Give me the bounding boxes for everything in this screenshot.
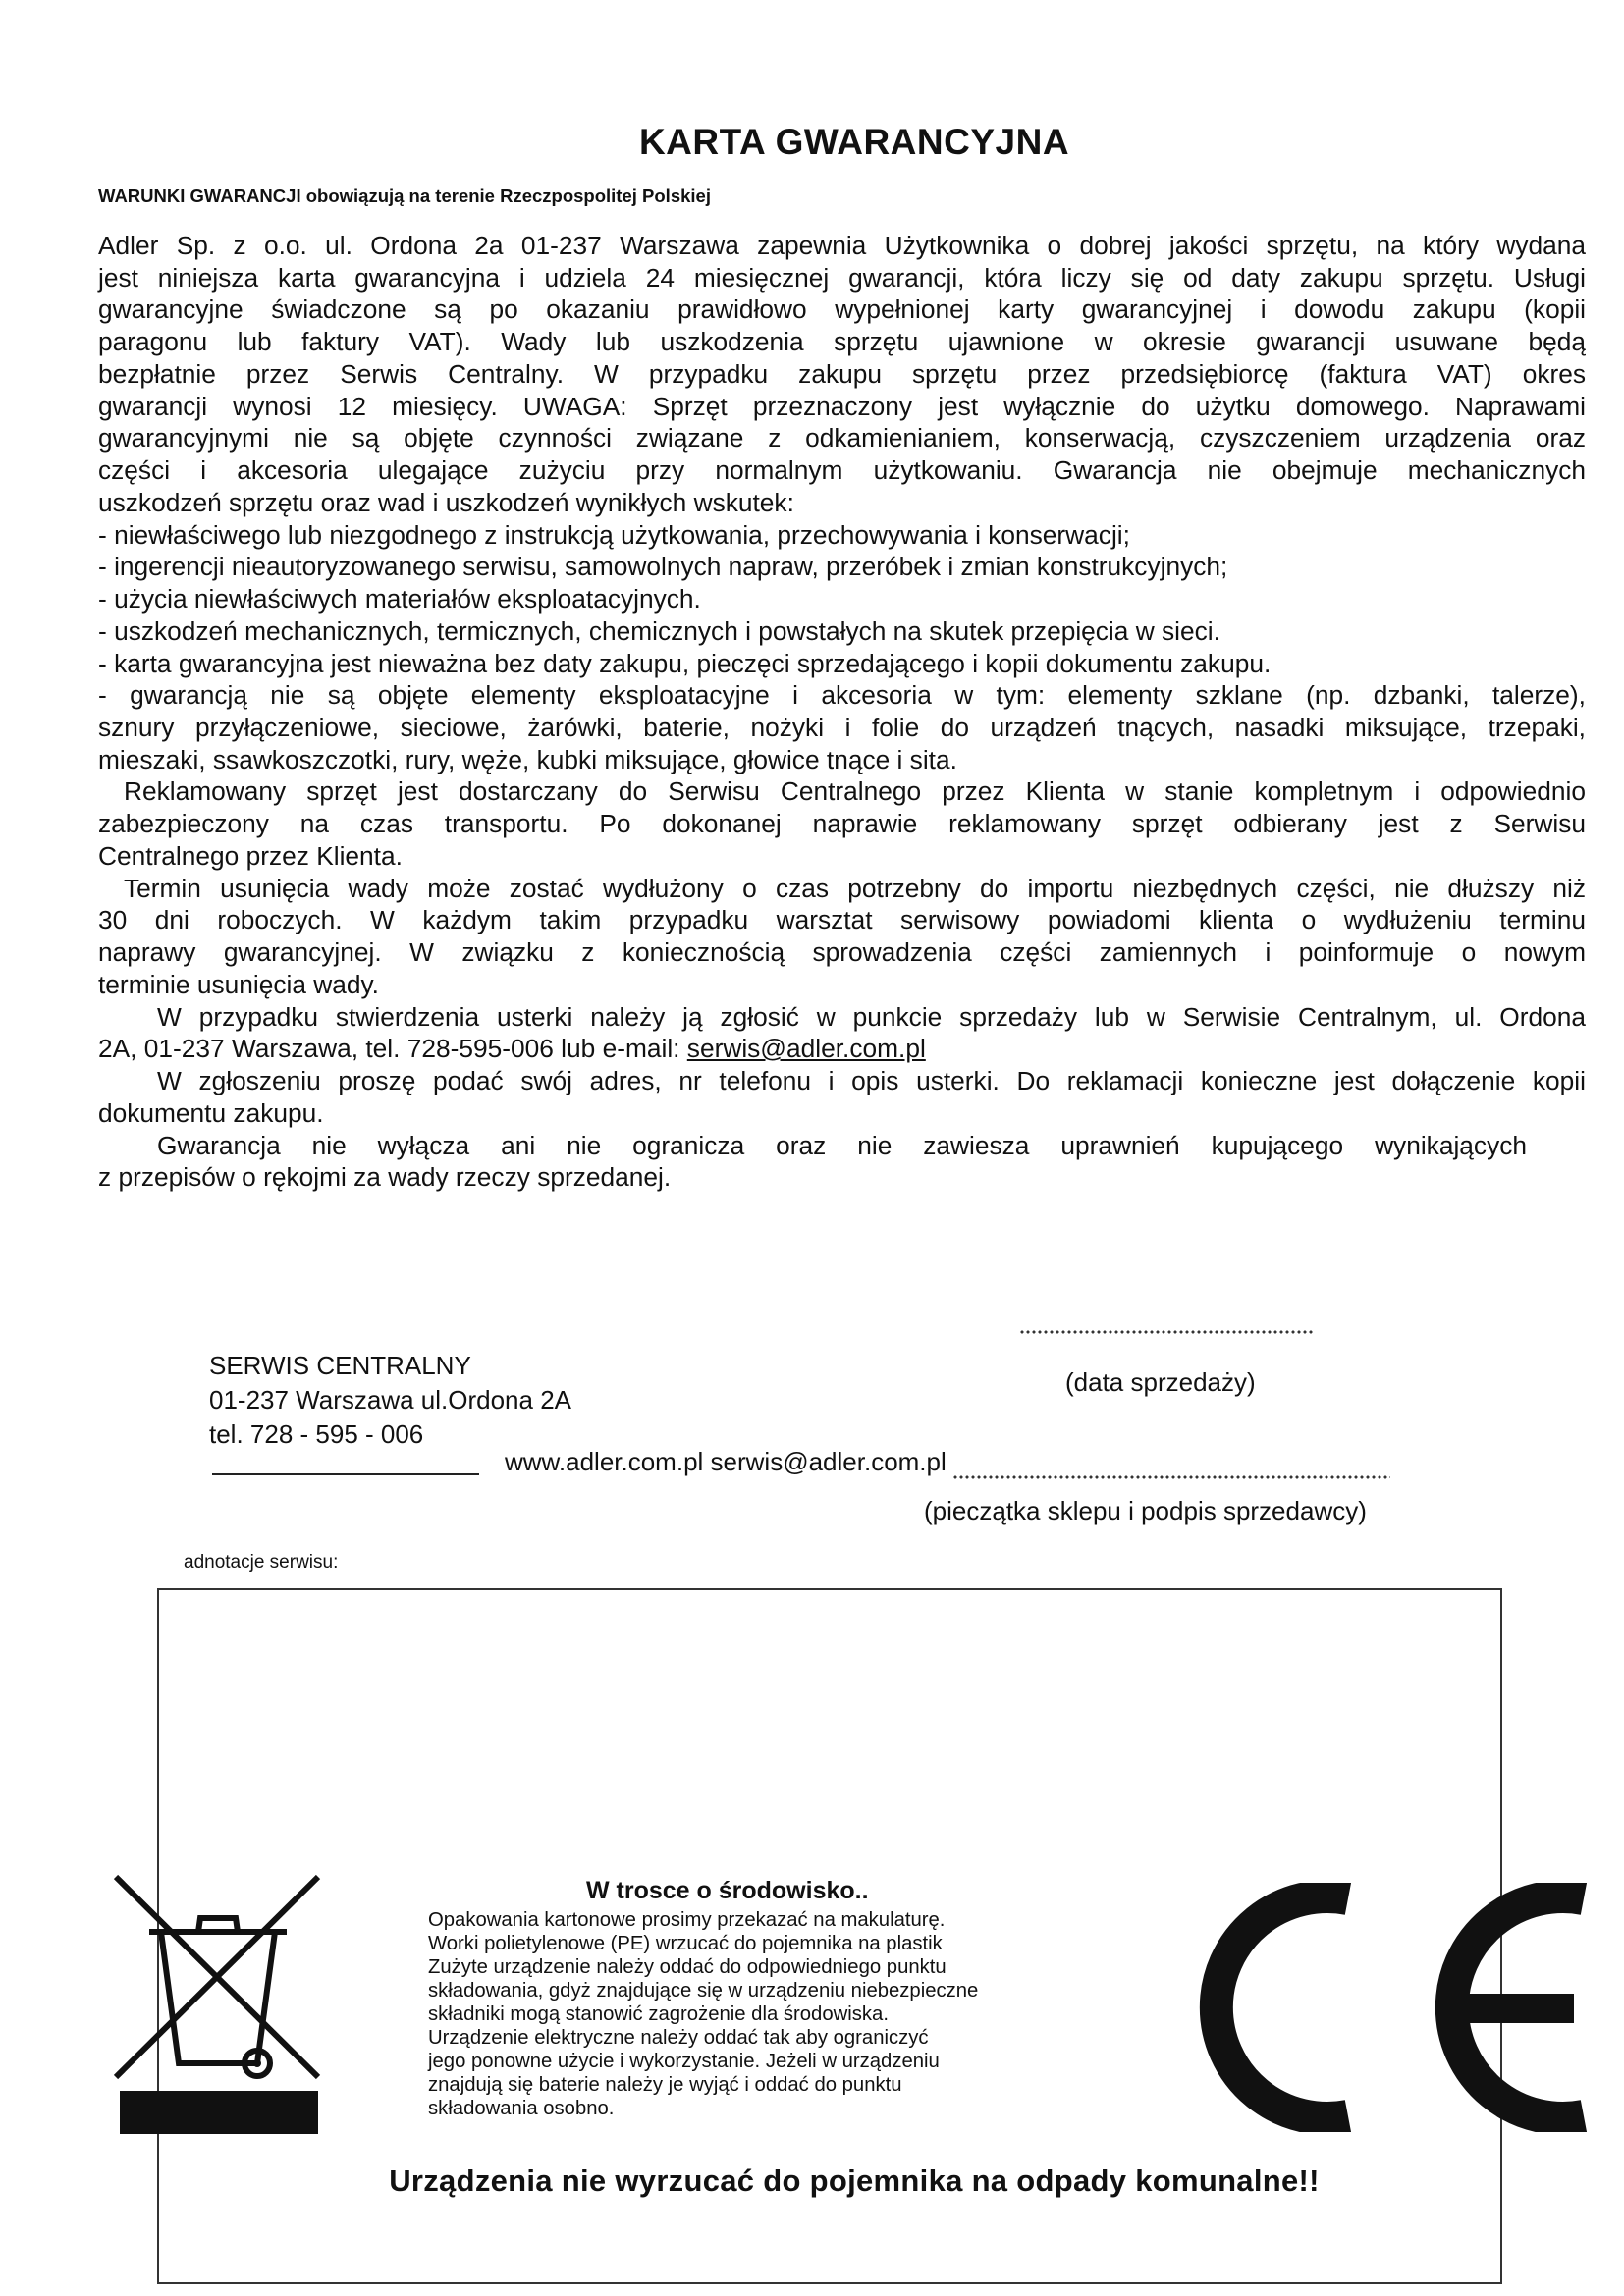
sale-date-dotted-line[interactable] <box>1019 1329 1314 1335</box>
intro-line: paragonu lub faktury VAT). Wady lub uszkodzenia sprzętu ujawnione w okresie gwarancji usuwane będą <box>98 327 1586 357</box>
claim-line-end: dokumentu zakupu. <box>98 1097 324 1128</box>
report-line: W przypadku stwierdzenia usterki należy ją zgłosić w punkcie sprzedaży lub w Serwisie Centralnym, ul. Ordona <box>157 1001 1586 1032</box>
stamp-dotted-line[interactable] <box>952 1474 1390 1480</box>
deadline-line: Termin usunięcia wady może zostać wydłużony o czas potrzebny do importu niezbędnych części, nie dłuższy niż <box>124 873 1586 903</box>
stamp-label: (pieczątka sklepu i podpis sprzedawcy) <box>924 1496 1367 1525</box>
delivery-paragraph <box>98 775 1586 872</box>
warranty-terms <box>98 230 1586 1194</box>
delivery-line: zabezpieczony na czas transportu. Po dokonanej naprawie reklamowany sprzęt odbierany jest z Serwisu <box>98 809 1586 839</box>
service-phone: tel. 728 - 595 - 006 <box>209 1419 424 1449</box>
intro-line: uszkodzeń sprzętu oraz wad i uszkodzeń wynikłych wskutek: <box>98 487 794 517</box>
report-line-contact <box>98 1033 1586 1065</box>
accessories-line: - gwarancją nie są objęte elementy eksploatacyjne i akcesoria w tym: elementy szklane (np. dzbanki, talerze), <box>98 680 1586 711</box>
environment-line: znajdują się baterie należy je wyjąć i oddać do punktu <box>428 2074 902 2096</box>
accessories-line: sznury przyłączeniowe, sieciowe, żarówki, baterie, nożyki i folie do urządzeń tnących, nasadki miksujące, trzepaki, <box>98 713 1586 743</box>
environment-line: Opakowania kartonowe prosimy przekazać na makulaturę. <box>428 1909 946 1931</box>
delivery-line: Centralnego przez Klienta. <box>98 840 403 871</box>
exclusion-list <box>98 519 1586 680</box>
exclusions-line: - ingerencji nieautoryzowanego serwisu, samowolnych napraw, przeróbek i zmian konstrukcyjnych; <box>98 552 1228 582</box>
signature-line <box>212 1473 479 1475</box>
weee-marking-bar <box>120 2091 318 2134</box>
intro-paragraph <box>98 230 1586 519</box>
environment-line: Urządzenie elektryczne należy oddać tak aby ograniczyć <box>428 2027 929 2049</box>
service-email-link[interactable]: serwis@adler.com.pl <box>686 1034 926 1064</box>
environment-line: jego ponowne użycie i wykorzystanie. Jeżeli w urządzeniu <box>428 2051 940 2072</box>
environment-text <box>428 1908 1106 2120</box>
exclusions-line: - niewłaściwego lub niezgodnego z instrukcją użytkowania, przechowywania i konserwacji; <box>98 519 1130 550</box>
service-name: SERWIS CENTRALNY <box>209 1351 471 1380</box>
environment-title: W trosce o środowisko.. <box>586 1877 869 1904</box>
intro-line: części i akcesoria ulegające zużyciu przy normalnym użytkowaniu. Gwarancja nie obejmuje mechanicznych <box>98 455 1586 486</box>
ce-mark-icon <box>1142 1883 1594 2132</box>
environment-line: składniki mogą stanowić zagrożenie dla środowiska. <box>428 2003 889 2025</box>
intro-line: gwarancyjnymi nie są objęte czynności związane z odkamienianiem, konserwacją, czyszczeniem urządzenia oraz <box>98 423 1586 454</box>
environment-line: składowania osobno. <box>428 2098 615 2119</box>
environment-line: Worki polietylenowe (PE) wrzucać do pojemnika na plastik <box>428 1933 943 1954</box>
rights-line: Gwarancja nie wyłącza ani nie ogranicza oraz nie zawiesza uprawnień kupującego wynikających <box>157 1130 1527 1160</box>
intro-line: jest niniejsza karta gwarancyjna i udziela 24 miesięcznej gwarancji, która liczy się od daty zakupu sprzętu. Usługi <box>98 262 1586 293</box>
deadline-line: 30 dni roboczych. W każdym takim przypadku warsztat serwisowy powiadomi klienta o wydłużeniu terminu <box>98 905 1586 935</box>
accessories-exclusion <box>98 679 1586 775</box>
intro-line: bezpłatnie przez Serwis Centralny. W przypadku zakupu sprzętu przez przedsiębiorcę (faktura VAT) okres <box>98 358 1586 389</box>
service-notes-label: adnotacje serwisu: <box>184 1552 339 1573</box>
page-title: KARTA GWARANCYJNA <box>638 122 1070 162</box>
environment-line: składowania, gdyż znajdujące się w urządzeniu niebezpieczne <box>428 1980 979 2002</box>
environment-line: Zużyte urządzenie należy oddać do odpowiedniego punktu <box>428 1956 947 1978</box>
disposal-warning: Urządzenia nie wyrzucać do pojemnika na odpady komunalne!! <box>389 2163 1320 2198</box>
warranty-conditions-subtitle: WARUNKI GWARANCJI obowiązują na terenie Rzeczpospolitej Polskiej <box>98 186 711 206</box>
accessories-line: mieszaki, ssawkoszczotki, rury, węże, kubki miksujące, głowice tnące i sita. <box>98 744 957 774</box>
deadline-paragraph <box>98 873 1586 1001</box>
exclusions-line: - uszkodzeń mechanicznych, termicznych, chemicznych i powstałych na skutek przepięcia w sieci. <box>98 615 1220 646</box>
intro-line: gwarancji wynosi 12 miesięcy. UWAGA: Sprzęt przeznaczony jest wyłącznie do użytku domowego. Naprawami <box>98 391 1586 421</box>
deadline-line: terminie usunięcia wady. <box>98 969 379 999</box>
report-contact-text: 2A, 01-237 Warszawa, tel. 728-595-006 lub e-mail: <box>98 1034 687 1064</box>
intro-line: Adler Sp. z o.o. ul. Ordona 2a 01-237 Warszawa zapewnia Użytkownika o dobrej jakości sprzętu, na który wydana <box>98 231 1586 260</box>
exclusions-line: - karta gwarancyjna jest nieważna bez daty zakupu, pieczęci sprzedającego i kopii dokumentu zakupu. <box>98 648 1272 678</box>
delivery-line: Reklamowany sprzęt jest dostarczany do Serwisu Centralnego przez Klienta w stanie kompletnym i odpowiednio <box>124 776 1586 807</box>
deadline-line: naprawy gwarancyjnej. W związku z koniecznością sprowadzenia części zamiennych i poinformuje o nowym <box>98 937 1586 968</box>
sale-date-label: (data sprzedaży) <box>1065 1367 1256 1397</box>
service-center-block <box>209 1349 571 1452</box>
rights-line-end: z przepisów o rękojmi za wady rzeczy sprzedanej. <box>98 1162 672 1193</box>
intro-line: gwarancyjne świadczone są po okazaniu prawidłowo wypełnionej karty gwarancyjnej i dowodu zakupu (kopii <box>98 294 1586 325</box>
claim-line: W zgłoszeniu proszę podać swój adres, nr telefonu i opis usterki. Do reklamacji konieczne jest dołączenie kopii <box>157 1066 1586 1096</box>
exclusions-line: - użycia niewłaściwych materiałów eksploatacyjnych. <box>98 584 701 614</box>
service-address: 01-237 Warszawa ul.Ordona 2A <box>209 1385 572 1415</box>
service-web-email: www.adler.com.pl serwis@adler.com.pl <box>505 1447 947 1476</box>
